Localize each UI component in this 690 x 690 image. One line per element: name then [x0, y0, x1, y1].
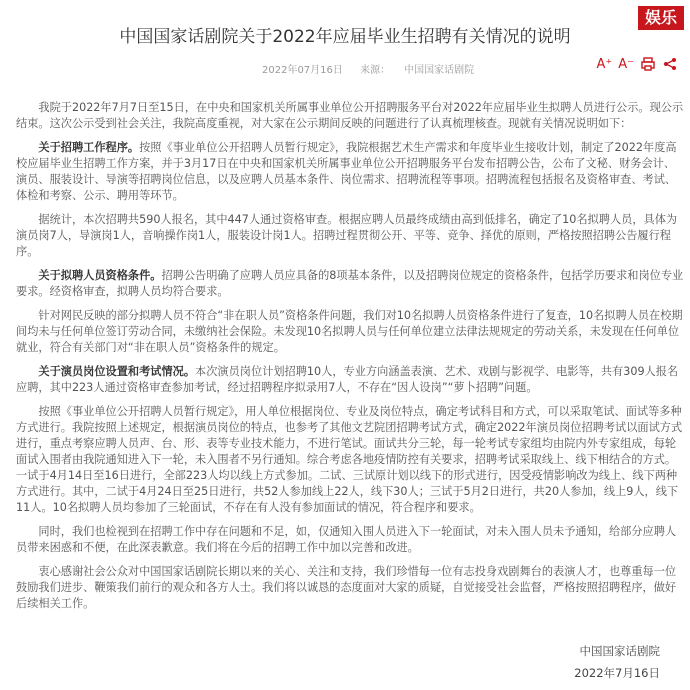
signature-date: 2022年7月16日 [574, 666, 660, 680]
article-tools [596, 56, 678, 72]
paragraph: 关于招聘工作程序。按照《事业单位公开招聘人员暂行规定》，我院根据艺术生产需求和年度毕业生接收计划，制定了2022年度高校应届毕业生招聘工作方案，并于3月17日在中央和国家机关所属事业单位公开招聘服务平台发布招聘公告，公布了文秘、财务会计、演员、服装设计、导演等招聘岗位信息，以及应聘人员基本条件、岗位需求、招聘流程等事项。招聘流程包括报名及资格审查、考试、体检和考察、公示、聘用等环节。 [16, 141, 677, 202]
paragraph: 按照《事业单位公开招聘人员暂行规定》，用人单位根据岗位、专业及岗位特点，确定考试科目和方式，可以采取笔试、面试等多种方式进行。我院按照上述规定，根据演员岗位的特点，也参考了其他文艺院团招聘考试方式，确定2022年演员岗位招聘考试以面试方式进行，重点考察应聘人员声、台、形、表等专业技术能力，不进行笔试。面试共分三轮，每一轮考试专家组均由院内外专家组成，每轮面试入围者由我院通知进入下一轮，未入围者不另行通知。综合考虑各地疫情防控有关要求，招聘考试采取线上、线下相结合的方式。一试于4月14日至16日进行，全部223人均以线上方式参加。二试、三试原计划以线下的形式进行，因受疫情影响改为线上、线下两种方式进行。其中，二试于4月24日至25日进行，共52人参加线上22人，线下30人；三试于5月2日进行，共20人参加，线上9人，线下11人。10名拟聘人员均参加了三轮面试，不存在有人没有参加面试的情况，符合程序和要求。 [16, 405, 683, 514]
font-increase-button[interactable]: A⁺ [596, 56, 613, 72]
font-decrease-button[interactable]: A⁻ [618, 56, 634, 72]
paragraph: 关于演员岗位设置和考试情况。本次演员岗位计划招聘10人，专业方向涵盖表演、艺术、戏剧与影视学、电影等，共有309人报名应聘，其中223人通过资格审查参加考试，经过招聘程序拟录用7人，不存在“因人设岗”“萝卜招聘”问题。 [16, 365, 679, 394]
print-icon[interactable] [640, 56, 656, 72]
share-icon[interactable] [662, 56, 678, 72]
paragraph: 据统计，本次招聘共590人报名，其中447人通过资格审查。根据应聘人员最终成绩由高到低排名，确定了10名拟聘人员，具体为演员岗7人，导演岗1人，音响操作岗1人，服装设计岗1人。招聘过程贯彻公开、平等、竞争、择优的原则，严格按照招聘公告履行程序。 [16, 213, 678, 258]
page-title: 中国国家话剧院关于2022年应届毕业生招聘有关情况的说明 [119, 27, 571, 47]
source-label: 来源： [360, 65, 391, 76]
article-meta [262, 61, 488, 76]
signature-org: 中国国家话剧院 [579, 644, 660, 658]
paragraph: 针对网民反映的部分拟聘人员不符合“非在职人员”资格条件问题，我们对10名拟聘人员资格条件进行了复查，10名拟聘人员在校期间均未与任何单位签订劳动合同，未缴纳社会保险。未发现10名拟聘人员与任何单位建立法律法规规定的劳动关系，未发现在任何单位就业，符合有关部门对“非在职人员”资格条件的规定。 [16, 309, 683, 354]
source-name: 中国国家话剧院 [404, 65, 475, 76]
paragraph: 关于拟聘人员资格条件。招聘公告明确了应聘人员应具备的8项基本条件，以及招聘岗位规定的资格条件，包括学历要求和岗位专业要求。经资格审查，拟聘人员均符合要求。 [16, 269, 684, 298]
paragraph: 同时，我们也检视到在招聘工作中存在问题和不足，如，仅通知入围人员进入下一轮面试，对未入围人员未予通知，给部分应聘人员带来困惑和不便，在此深表歉意。我们将在今后的招聘工作中加以完善和改进。 [16, 525, 677, 554]
paragraph: 衷心感谢社会公众对中国国家话剧院长期以来的关心、关注和支持，我们珍惜每一位有志投身戏剧舞台的表演人才，也尊重每一位鼓励我们进步、鞭策我们前行的观众和各方人士。我们将以诚恳的态度面对大家的质疑，自觉接受社会监督，严格按照招聘程序，做好后续相关工作。 [16, 565, 677, 610]
paragraph: 我院于2022年7月7日至15日，在中央和国家机关所属事业单位公开招聘服务平台对2022年应届毕业生拟聘人员进行公示。现公示结束。这次公示受到社会关注，我院高度重视，对大家在公示期间反映的问题进行了认真梳理核查。现就有关情况说明如下： [16, 101, 684, 130]
entertainment-badge: 娱乐 [638, 6, 684, 30]
article-body [16, 100, 684, 620]
publish-date: 2022年07月16日 [262, 65, 343, 76]
